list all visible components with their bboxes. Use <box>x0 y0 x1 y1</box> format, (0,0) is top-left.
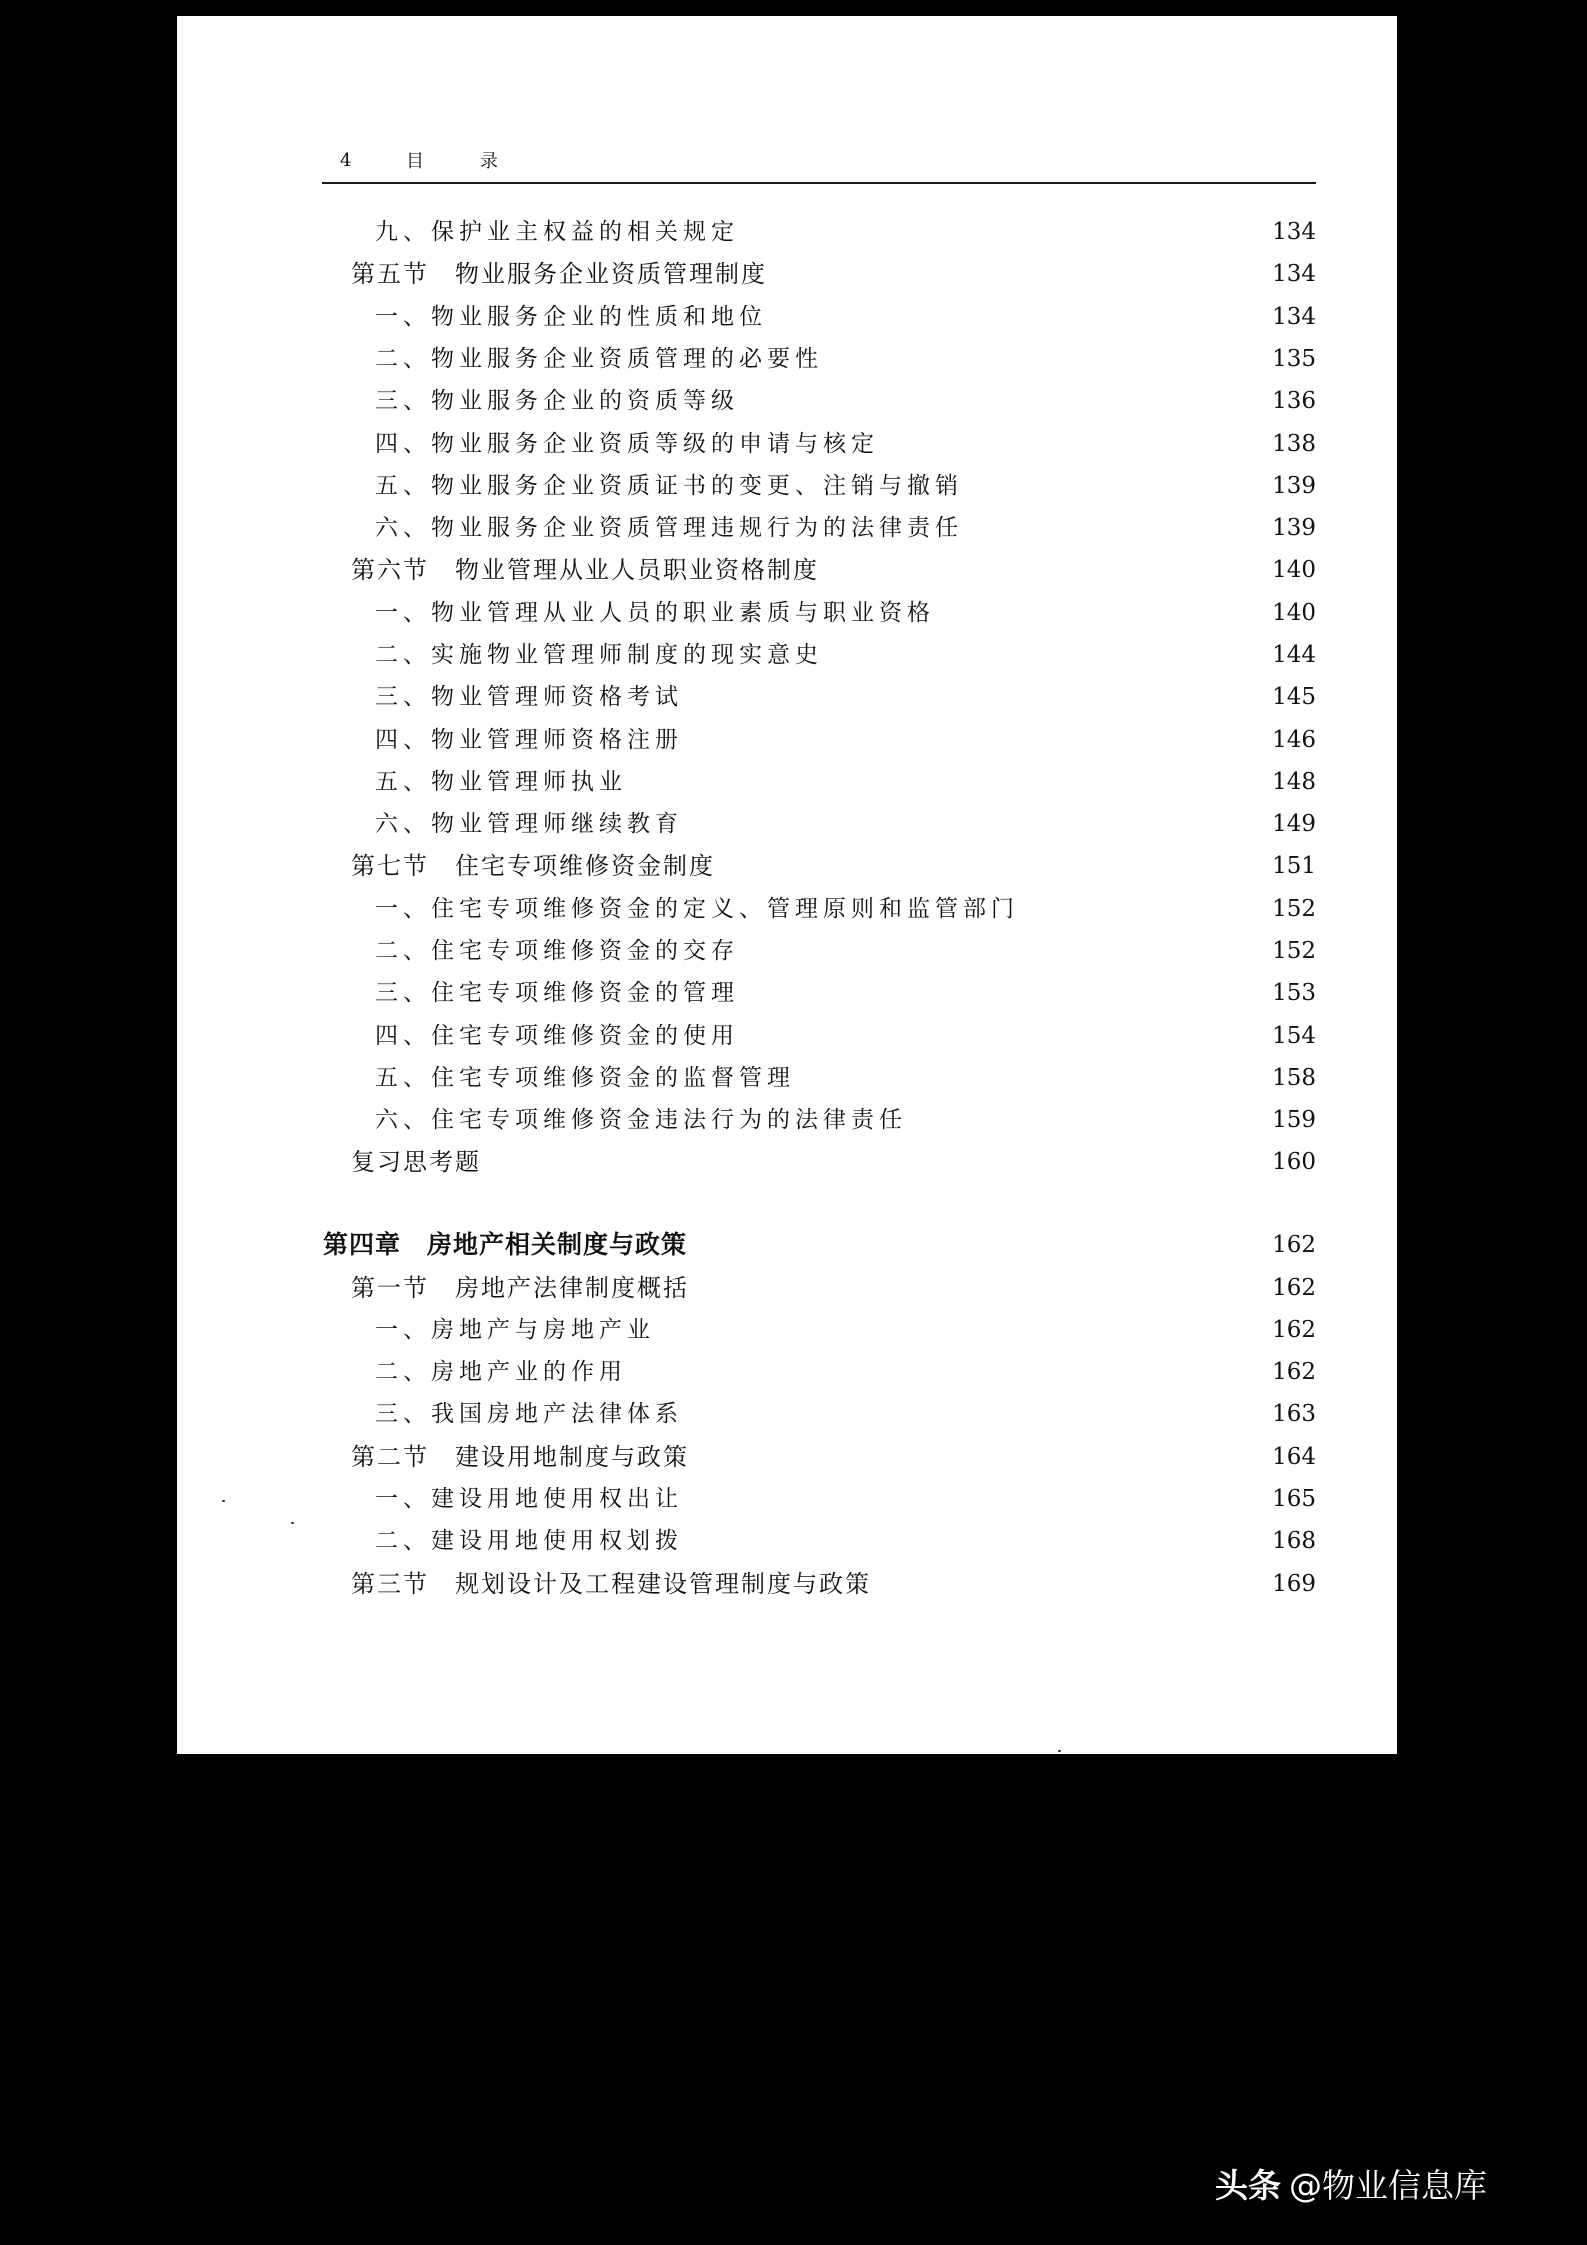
dot-leader <box>837 637 1262 673</box>
toc-entry-page-number: 163 <box>1272 1401 1316 1427</box>
dot-leader <box>697 1481 1262 1517</box>
toc-entry-page-number: 144 <box>1272 642 1316 668</box>
toc-entry-label: 六、物业服务企业资质管理违规行为的法律责任 <box>375 515 963 541</box>
toc-entry-page-number: 145 <box>1272 684 1316 710</box>
toc-entry-item <box>375 975 1316 1011</box>
dot-leader <box>697 806 1262 842</box>
toc-entry-page-number: 135 <box>1272 346 1316 372</box>
toc-entry-item <box>375 341 1316 377</box>
dot-leader <box>977 468 1262 504</box>
toc-entry-label: 复习思考题 <box>351 1148 481 1176</box>
toc-entry-label: 房地产法律制度概括 <box>455 1274 689 1302</box>
toc-entry-title <box>375 426 879 462</box>
toc-entry-title <box>375 341 823 377</box>
toc-entry-label: 三、我国房地产法律体系 <box>375 1401 683 1427</box>
toc-entry-label: 一、住宅专项维修资金的定义、管理原则和监管部门 <box>375 896 1019 922</box>
toc-entry-page-number: 139 <box>1272 515 1316 541</box>
toc-entry-number: 第六节 <box>351 556 429 584</box>
dot-leader <box>669 1312 1262 1348</box>
toc-entry-item <box>375 214 1316 250</box>
toc-entry-title <box>375 1396 683 1432</box>
dot-leader <box>753 933 1262 969</box>
toc-entry-label: 五、物业管理师执业 <box>375 769 627 795</box>
toc-entry-item <box>375 1060 1316 1096</box>
toc-entry-page-number: 153 <box>1272 980 1316 1006</box>
toc-entry-section <box>351 848 1316 884</box>
dot-leader <box>641 764 1262 800</box>
toc-entry-label: 四、物业服务企业资质等级的申请与核定 <box>375 431 879 457</box>
toc-entry-page-number: 138 <box>1272 431 1316 457</box>
toc-entry-item <box>375 595 1316 631</box>
toc-entry-label: 五、住宅专项维修资金的监督管理 <box>375 1065 795 1091</box>
toc-entry-item <box>375 1396 1316 1432</box>
toc-entry-page-number: 164 <box>1272 1444 1316 1470</box>
toc-entry-label: 物业服务企业资质管理制度 <box>455 260 767 288</box>
header-rule <box>322 182 1316 184</box>
dot-leader <box>977 510 1262 546</box>
toc-entry-item <box>375 891 1316 927</box>
watermark-handle: @物业信息库 <box>1289 2166 1487 2205</box>
toc-entry-label: 一、物业管理从业人员的职业素质与职业资格 <box>375 600 935 626</box>
toc-entry-page-number: 154 <box>1272 1023 1316 1049</box>
toc-entry-label: 二、建设用地使用权划拨 <box>375 1528 683 1554</box>
scan-speck <box>291 1522 294 1524</box>
toc-entry-title <box>375 764 627 800</box>
toc-entry-item <box>375 468 1316 504</box>
toc-entry-title <box>375 299 767 335</box>
page-number: 4 <box>340 149 352 171</box>
dot-leader <box>703 1270 1262 1306</box>
watermark <box>1215 2160 1487 2207</box>
toc-entry-page-number: 162 <box>1272 1359 1316 1385</box>
toc-entry-title <box>375 1354 627 1390</box>
toc-entry-title <box>351 1144 481 1180</box>
toc-entry-page-number: 148 <box>1272 769 1316 795</box>
toc-entry-item <box>375 299 1316 335</box>
running-title-char-2: 录 <box>480 151 498 172</box>
toc-entry-number: 第四章 <box>323 1230 402 1259</box>
dot-leader <box>641 1354 1262 1390</box>
dot-leader <box>837 341 1262 377</box>
toc-entry-label: 六、住宅专项维修资金违法行为的法律责任 <box>375 1107 907 1133</box>
toc-entry-section <box>351 256 1316 292</box>
toc-entry-item <box>375 933 1316 969</box>
toc-entry-title <box>375 1523 683 1559</box>
toc-entry-title <box>375 637 823 673</box>
toc-entry-item <box>375 510 1316 546</box>
toc-entry-label: 规划设计及工程建设管理制度与政策 <box>455 1570 871 1598</box>
toc-entry-page-number: 149 <box>1272 811 1316 837</box>
scan-speck <box>222 1500 225 1502</box>
toc-entry-title <box>375 1312 655 1348</box>
dot-leader <box>781 299 1262 335</box>
dot-leader <box>697 722 1262 758</box>
toc-entry-title <box>375 1018 739 1054</box>
toc-entry-title <box>375 891 1019 927</box>
toc-entry-number: 第一节 <box>351 1274 429 1302</box>
toc-entry-title <box>375 1102 907 1138</box>
toc-entry-page-number: 146 <box>1272 727 1316 753</box>
dot-leader <box>753 383 1262 419</box>
toc-entry-page-number: 140 <box>1272 600 1316 626</box>
toc-entry-title <box>375 1481 683 1517</box>
toc-entry-title <box>323 1227 687 1263</box>
toc-entry-label: 住宅专项维修资金制度 <box>455 852 715 880</box>
toc-entry-page-number: 152 <box>1272 938 1316 964</box>
dot-leader <box>753 1018 1262 1054</box>
scan-speck <box>1058 1750 1061 1752</box>
toc-entry-item <box>375 1523 1316 1559</box>
toc-entry-title <box>351 1439 689 1475</box>
toc-entry-page-number: 134 <box>1272 304 1316 330</box>
toc-entry-label: 三、物业管理师资格考试 <box>375 684 683 710</box>
toc-entry-label: 三、物业服务企业的资质等级 <box>375 388 739 414</box>
dot-leader <box>697 1523 1262 1559</box>
dot-leader <box>729 848 1262 884</box>
toc-entry-page-number: 162 <box>1272 1317 1316 1343</box>
toc-entry-page-number: 136 <box>1272 388 1316 414</box>
toc-entry-number: 第五节 <box>351 260 429 288</box>
toc-entry-page-number: 168 <box>1272 1528 1316 1554</box>
dot-leader <box>701 1227 1262 1263</box>
toc-entry-item <box>375 1018 1316 1054</box>
toc-entry-number: 第三节 <box>351 1570 429 1598</box>
toc-entry-label: 房地产相关制度与政策 <box>427 1230 688 1259</box>
dot-leader <box>833 552 1262 588</box>
toc-entry-item <box>375 1481 1316 1517</box>
toc-entry-page-number: 152 <box>1272 896 1316 922</box>
toc-entry-page-number: 165 <box>1272 1486 1316 1512</box>
toc-entry-title <box>375 595 935 631</box>
dot-leader <box>697 1396 1262 1432</box>
toc-entry-section <box>351 1439 1316 1475</box>
toc-entry-page-number: 158 <box>1272 1065 1316 1091</box>
dot-leader <box>495 1144 1262 1180</box>
toc-entry-item <box>375 637 1316 673</box>
toc-entry-label: 二、实施物业管理师制度的现实意史 <box>375 642 823 668</box>
toc-entry-page-number: 159 <box>1272 1107 1316 1133</box>
toc-entry-label: 二、住宅专项维修资金的交存 <box>375 938 739 964</box>
toc-entry-label: 二、物业服务企业资质管理的必要性 <box>375 346 823 372</box>
toc-entry-page-number: 162 <box>1272 1275 1316 1301</box>
toc-entry-item <box>375 426 1316 462</box>
toc-entry-label: 四、住宅专项维修资金的使用 <box>375 1023 739 1049</box>
dot-leader <box>703 1439 1262 1475</box>
watermark-brand: 头条 <box>1215 2166 1281 2205</box>
dot-leader <box>753 975 1262 1011</box>
toc-entry-review <box>351 1144 1316 1180</box>
dot-leader <box>809 1060 1262 1096</box>
toc-entry-number: 第七节 <box>351 852 429 880</box>
toc-entry-page-number: 134 <box>1272 261 1316 287</box>
dot-leader <box>893 426 1262 462</box>
toc-entry-label: 一、房地产与房地产业 <box>375 1317 655 1343</box>
toc-entry-title <box>351 256 767 292</box>
toc-entry-page-number: 162 <box>1272 1232 1316 1258</box>
toc-entry-item <box>375 679 1316 715</box>
toc-entry-label: 一、物业服务企业的性质和地位 <box>375 304 767 330</box>
toc-entry-item <box>375 806 1316 842</box>
toc-entry-item <box>375 722 1316 758</box>
toc-entry-item <box>375 383 1316 419</box>
dot-leader <box>781 256 1262 292</box>
toc-entry-title <box>375 806 683 842</box>
toc-entry-title <box>375 510 963 546</box>
toc-entry-item <box>375 1312 1316 1348</box>
running-title-char-1: 目 <box>406 151 424 172</box>
toc-entry-title <box>375 214 739 250</box>
toc-entry-item <box>375 1102 1316 1138</box>
toc-entry-section <box>351 1270 1316 1306</box>
toc-entry-section <box>351 552 1316 588</box>
running-head <box>340 144 498 176</box>
toc-entry-title <box>375 383 739 419</box>
toc-entry-page-number: 160 <box>1272 1149 1316 1175</box>
toc-entry-title <box>351 1270 689 1306</box>
toc-entry-item <box>375 1354 1316 1390</box>
toc-entry-title <box>375 975 739 1011</box>
dot-leader <box>753 214 1262 250</box>
toc-entry-title <box>375 722 683 758</box>
toc-entry-page-number: 134 <box>1272 219 1316 245</box>
toc-entry-section <box>351 1566 1316 1602</box>
toc-entry-title <box>351 848 715 884</box>
dot-leader <box>697 679 1262 715</box>
toc-entry-label: 物业管理从业人员职业资格制度 <box>455 556 819 584</box>
toc-entry-item <box>375 764 1316 800</box>
toc-entry-title <box>375 468 963 504</box>
toc-entry-page-number: 169 <box>1272 1571 1316 1597</box>
dot-leader <box>921 1102 1262 1138</box>
dot-leader <box>885 1566 1262 1602</box>
toc-entry-chapter <box>323 1227 1316 1263</box>
toc-entry-label: 四、物业管理师资格注册 <box>375 727 683 753</box>
toc-entry-title <box>375 1060 795 1096</box>
toc-entry-title <box>375 933 739 969</box>
dot-leader <box>1033 891 1262 927</box>
dot-leader <box>949 595 1262 631</box>
toc-entry-title <box>375 679 683 715</box>
toc-entry-label: 九、保护业主权益的相关规定 <box>375 219 739 245</box>
toc-entry-number: 第二节 <box>351 1443 429 1471</box>
toc-entry-page-number: 139 <box>1272 473 1316 499</box>
toc-entry-label: 建设用地制度与政策 <box>455 1443 689 1471</box>
toc-entry-title <box>351 1566 871 1602</box>
toc-entry-label: 一、建设用地使用权出让 <box>375 1486 683 1512</box>
toc-entry-title <box>351 552 819 588</box>
toc-entry-page-number: 140 <box>1272 557 1316 583</box>
toc-entry-label: 二、房地产业的作用 <box>375 1359 627 1385</box>
toc-entry-label: 三、住宅专项维修资金的管理 <box>375 980 739 1006</box>
toc-entry-label: 六、物业管理师继续教育 <box>375 811 683 837</box>
toc-entry-label: 五、物业服务企业资质证书的变更、注销与撤销 <box>375 473 963 499</box>
toc-entry-page-number: 151 <box>1272 853 1316 879</box>
